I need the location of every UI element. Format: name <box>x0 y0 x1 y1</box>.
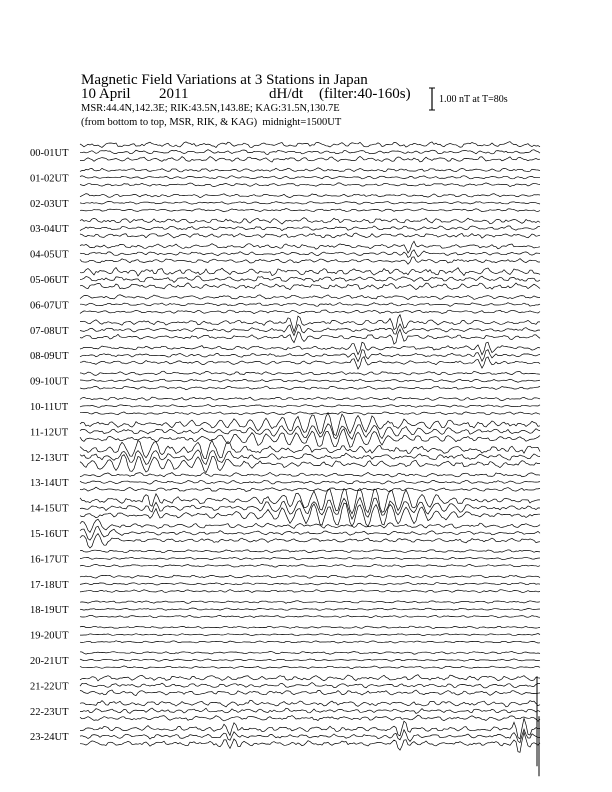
trace-rik <box>80 708 540 713</box>
trace-rik <box>80 202 540 205</box>
hour-label: 16-17UT <box>30 554 69 566</box>
hour-label: 09-10UT <box>30 376 69 388</box>
trace-kag <box>80 601 540 604</box>
hour-label: 15-16UT <box>30 529 69 540</box>
trace-msr <box>80 429 540 448</box>
hour-label: 11-12UT <box>30 427 69 439</box>
trace-kag <box>80 194 540 198</box>
trace-msr <box>80 310 540 314</box>
trace-rik <box>80 480 540 484</box>
trace-msr <box>80 455 540 473</box>
trace-msr <box>80 329 540 344</box>
trace-rik <box>80 608 540 610</box>
hour-label: 23-24UT <box>30 732 69 744</box>
quantity-label: dH/dt <box>269 86 304 102</box>
trace-msr <box>80 257 540 264</box>
trace-msr <box>80 715 540 721</box>
hour-label: 12-13UT <box>30 452 69 464</box>
hour-label: 00-01UT <box>30 148 69 159</box>
trace-msr <box>80 615 540 617</box>
trace-kag <box>80 241 540 253</box>
trace-kag <box>80 397 540 401</box>
trace-kag <box>80 652 540 655</box>
trace-rik <box>80 557 540 560</box>
trace-msr <box>80 357 540 370</box>
trace-kag <box>80 489 540 514</box>
hour-label: 20-21UT <box>30 656 69 667</box>
trace-kag <box>80 413 540 436</box>
trace-rik <box>80 729 540 743</box>
trace-msr <box>80 590 540 593</box>
trace-kag <box>80 472 540 477</box>
trace-msr <box>80 534 540 548</box>
trace-rik <box>80 324 540 336</box>
trace-rik <box>80 350 540 362</box>
trace-rik <box>80 405 540 408</box>
date-day-month: 10 April <box>81 86 131 102</box>
trace-msr <box>80 666 540 669</box>
station-coordinates: MSR:44.4N,142.3E; RIK:43.5N,143.8E; KAG:31.5N,130.7E <box>81 103 340 114</box>
hour-label: 03-04UT <box>30 224 69 236</box>
date-year: 2011 <box>159 86 189 102</box>
trace-kag <box>80 519 540 532</box>
trace-rik <box>80 250 540 258</box>
scale-bar <box>429 88 435 110</box>
hour-label: 13-14UT <box>30 478 69 490</box>
trace-rik <box>80 379 540 382</box>
traces <box>80 142 540 777</box>
hour-label: 06-07UT <box>30 300 69 312</box>
hour-label: 05-06UT <box>30 275 69 286</box>
trace-msr <box>80 283 540 290</box>
filter-label: (filter:40-160s) <box>319 86 411 102</box>
trace-kag <box>80 168 540 172</box>
trace-rik <box>80 634 540 636</box>
hour-label: 14-15UT <box>30 503 69 515</box>
hour-label: 02-03UT <box>30 198 69 210</box>
trace-rik <box>80 303 540 307</box>
hour-label: 10-11UT <box>30 402 69 413</box>
hour-label: 08-09UT <box>30 351 69 363</box>
hour-label: 04-05UT <box>30 249 69 261</box>
trace-kag <box>80 718 540 739</box>
hour-labels <box>30 148 69 743</box>
trace-rik <box>80 226 540 231</box>
trace-rik <box>80 526 540 540</box>
trace-kag <box>80 218 540 224</box>
hour-label: 17-18UT <box>30 579 69 591</box>
hour-label: 07-08UT <box>30 325 69 337</box>
trace-rik <box>80 276 540 283</box>
trace-msr <box>80 183 540 187</box>
trace-msr <box>80 564 540 567</box>
trace-rik <box>80 659 540 661</box>
trace-kag <box>80 295 540 300</box>
scale-bar-label: 1.00 nT at T=80s <box>439 94 508 105</box>
hour-label: 01-02UT <box>30 173 69 185</box>
trace-msr <box>80 386 540 390</box>
trace-kag <box>80 575 540 578</box>
trace-kag <box>80 675 540 681</box>
trace-kag <box>80 440 540 459</box>
trace-kag <box>80 268 540 277</box>
trace-kag <box>80 371 540 375</box>
end-spike <box>537 676 539 776</box>
trace-msr <box>80 412 540 415</box>
chart-title: Magnetic Field Variations at 3 Stations in Japan <box>81 72 368 88</box>
trace-rik <box>80 683 540 688</box>
trace-msr <box>80 487 540 491</box>
hour-label: 22-23UT <box>30 706 69 718</box>
hour-label: 18-19UT <box>30 605 69 617</box>
trace-kag <box>80 550 540 553</box>
trace-kag <box>80 700 540 707</box>
trace-msr <box>80 209 540 212</box>
midnight-note: midnight=1500UT <box>262 117 342 128</box>
trace-msr <box>80 732 540 752</box>
order-note: (from bottom to top, MSR, RIK, & KAG) <box>81 117 258 128</box>
hour-label: 19-20UT <box>30 630 69 642</box>
trace-msr <box>80 156 540 162</box>
trace-rik <box>80 150 540 155</box>
trace-rik <box>80 583 540 585</box>
trace-rik <box>80 176 540 179</box>
trace-msr <box>80 690 540 696</box>
trace-kag <box>80 342 540 355</box>
hour-label: 21-22UT <box>30 681 69 693</box>
trace-msr <box>80 233 540 238</box>
trace-kag <box>80 142 540 148</box>
trace-kag <box>80 626 540 628</box>
trace-msr <box>80 641 540 643</box>
